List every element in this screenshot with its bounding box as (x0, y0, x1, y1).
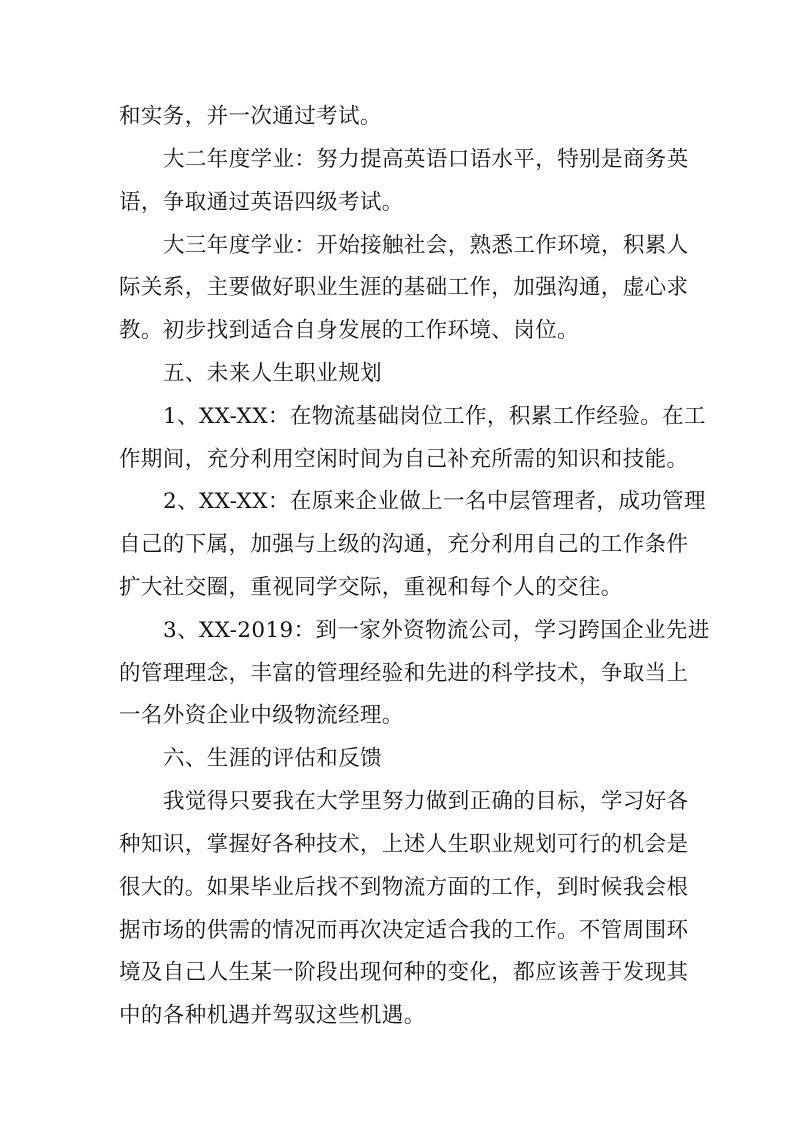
text-line-12: 扩大社交圈，重视同学交际，重视和每个人的交往。 (119, 575, 623, 600)
section-heading-5: 五、未来人生职业规划 (163, 361, 383, 386)
text-line-11: 自己的下属，加强与上级的沟通，充分利用自己的工作条件 (119, 532, 689, 557)
text-line-22: 中的各种机遇并驾驭这些机遇。 (119, 1003, 426, 1028)
text-line-3: 语，争取通过英语四级考试。 (119, 190, 404, 215)
text-line-5: 际关系，主要做好职业生涯的基础工作，加强沟通，虚心求 (119, 275, 689, 300)
text-line-19: 很大的。如果毕业后找不到物流方面的工作，到时候我会根 (119, 875, 689, 900)
text-line-14: 的管理理念，丰富的管理经验和先进的科学技术，争取当上 (119, 661, 689, 686)
text-line-6: 教。初步找到适合自身发展的工作环境、岗位。 (119, 318, 579, 343)
text-line-17: 我觉得只要我在大学里努力做到正确的目标，学习好各 (163, 789, 689, 814)
text-line-9: 作期间，充分利用空闲时间为自己补充所需的知识和技能。 (119, 447, 689, 472)
section-heading-6: 六、生涯的评估和反馈 (163, 746, 383, 771)
text-line-8: 1、XX-XX：在物流基础岗位工作，积累工作经验。在工 (163, 404, 706, 429)
text-line-2: 大二年度学业：努力提高英语口语水平，特别是商务英 (163, 147, 689, 172)
text-line-21: 境及自己人生某一阶段出现何种的变化，都应该善于发现其 (119, 960, 689, 985)
text-line-10: 2、XX-XX：在原来企业做上一名中层管理者，成功管理 (163, 489, 706, 514)
text-line-1: 和实务，并一次通过考试。 (119, 104, 382, 129)
text-line-20: 据市场的供需的情况而再次决定适合我的工作。不管周围环 (119, 918, 689, 943)
text-line-18: 种知识，掌握好各种技术，上述人生职业规划可行的机会是 (119, 832, 689, 857)
text-line-15: 一名外资企业中级物流经理。 (119, 703, 404, 728)
text-line-4: 大三年度学业：开始接触社会，熟悉工作环境，积累人 (163, 233, 689, 258)
text-line-13: 3、XX-2019：到一家外资物流公司，学习跨国企业先进 (163, 618, 710, 643)
